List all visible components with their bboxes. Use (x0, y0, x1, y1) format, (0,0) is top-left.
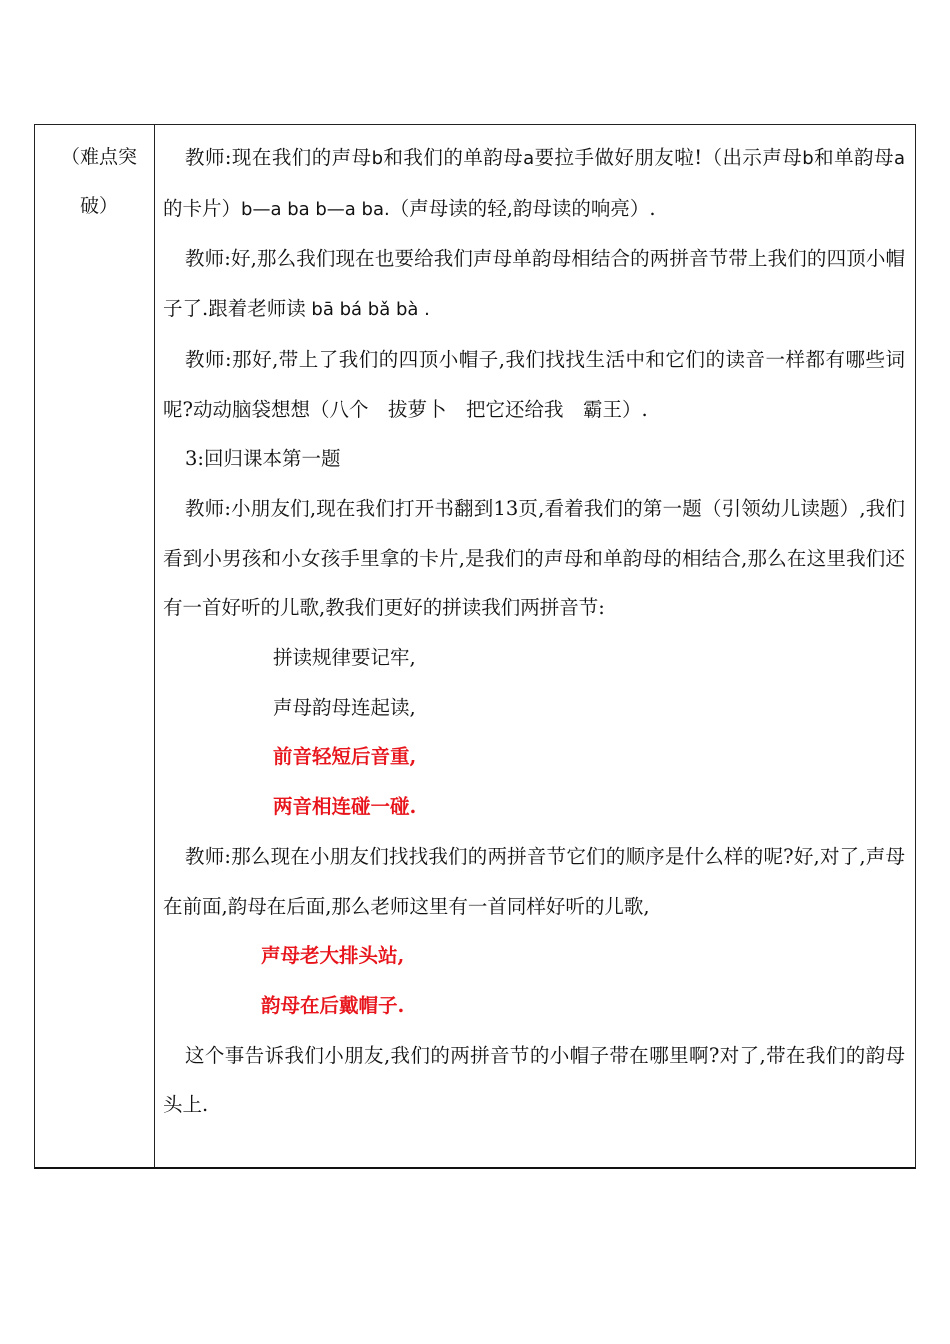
lesson-table (34, 124, 916, 1169)
rhyme-line-2: 声母韵母连起读, (273, 695, 416, 719)
paragraph-5: 教师:小朋友们,现在我们打开书翻到13页,看着我们的第一题（引领幼儿读题）,我们看到小男孩和小女孩手里拿的卡片,是我们的声母和单韵母的相结合,那么在这里我们还有一首好听的儿歌,教我们更好的拼读我们两拼音节: (163, 496, 905, 620)
paragraph-1 (163, 133, 905, 234)
paragraph-3: 教师:那好,带上了我们的四顶小帽子,我们找找生活中和它们的读音一样都有哪些词呢?动动脑袋想想（八个 拔萝卜 把它还给我 霸王）. (163, 347, 905, 421)
section-label: （难点突破） (60, 146, 137, 217)
text-run: 教师:好,那么我们现在也要给我们声母单韵母相结合的两拼音节带上我们的四顶小帽子了.跟着老师读 (163, 247, 905, 321)
text-run: 和我们的单韵母 (383, 146, 524, 169)
pinyin-a: a (893, 148, 905, 169)
paragraph-7: 这个事告诉我们小朋友,我们的两拼音节的小帽子带在哪里啊?对了,带在我们的韵母头上. (163, 1043, 905, 1117)
paragraph-4: 3:回归课本第一题 (185, 447, 341, 471)
text-run: 要拉手做好朋友啦!（出示声母 (534, 146, 803, 169)
lesson-content (163, 133, 905, 1130)
text-run: 的卡片） (163, 196, 242, 220)
pinyin-tones: bā bá bǎ bà . (305, 299, 430, 321)
pinyin-b: b (802, 148, 814, 169)
paragraph-2 (163, 234, 905, 334)
rhyme-line-3: 前音轻短后音重, (273, 745, 417, 769)
text-run: 教师:现在我们的声母 (185, 146, 372, 169)
rhyme2-line-2: 韵母在后戴帽子. (261, 993, 405, 1017)
text-run: （声母读的轻,韵母读的响亮）. (389, 196, 656, 220)
rhyme-line-1: 拼读规律要记牢, (273, 646, 416, 670)
column-divider (154, 125, 155, 1167)
text-run: 和单韵母 (813, 146, 894, 169)
rhyme2-line-1: 声母老大排头站, (261, 944, 405, 968)
paragraph-6: 教师:那么现在小朋友们找找我们的两拼音节它们的顺序是什么样的呢?好,对了,声母在前面,韵母在后面,那么老师这里有一首同样好听的儿歌, (163, 844, 906, 918)
pinyin-spelling: b—a ba b—a ba. (241, 198, 390, 220)
rhyme-line-4: 两音相连碰一碰. (273, 795, 417, 819)
pinyin-a: a (523, 148, 535, 169)
pinyin-b: b (371, 148, 384, 169)
